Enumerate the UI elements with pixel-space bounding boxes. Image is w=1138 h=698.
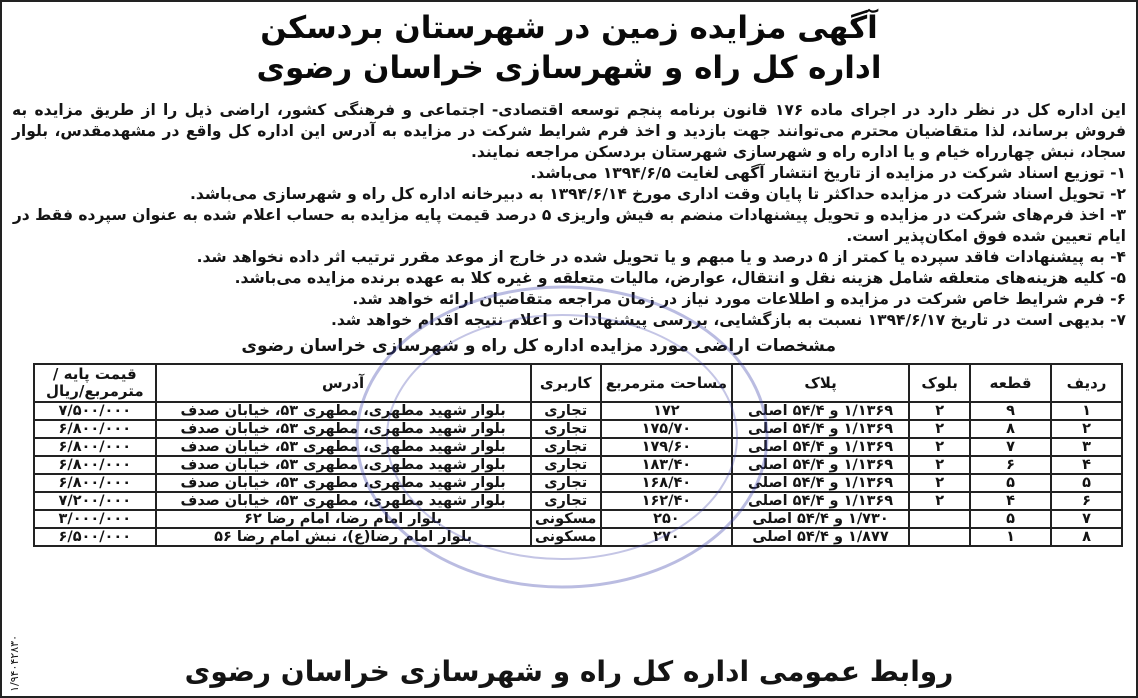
table-row	[34, 492, 1122, 510]
condition-item: ۵- کلیه هزینه‌های متعلقه شامل هزینه نقل و انتقال، عوارض، مالیات متعلقه و غیره کلا به عهده برنده مزایده می‌باشد.	[234, 269, 1126, 287]
condition-item: ۷- بدیهی است در تاریخ ۱۳۹۴/۶/۱۷ نسبت به بازگشایی، بررسی پیشنهادات و اعلام نتیجه اقدام خواهد شد.	[330, 311, 1126, 329]
table-row	[34, 402, 1122, 420]
header-row-number: ردیف	[1051, 364, 1122, 402]
cell-area: ۲۷۰	[601, 528, 732, 546]
cell-plaque: ۱/۱۳۶۹ و ۵۴/۴ اصلی	[732, 420, 909, 438]
cell-usage: تجاری	[531, 420, 601, 438]
cell-area: ۱۷۹/۶۰	[601, 438, 732, 456]
cell-plaque: ۱/۱۳۶۹ و ۵۴/۴ اصلی	[732, 474, 909, 492]
cell-price: ۶/۵۰۰/۰۰۰	[34, 528, 156, 546]
table-row	[34, 474, 1122, 492]
header-plaque: پلاک	[732, 364, 909, 402]
condition-item: ۶- فرم شرایط خاص شرکت در مزایده و اطلاعات مورد نیاز در زمان مراجعه متقاضیان ارائه خواهد شد.	[352, 290, 1126, 308]
cell-plaque: ۱/۱۳۶۹ و ۵۴/۴ اصلی	[732, 492, 909, 510]
cell-block: ۲	[909, 474, 970, 492]
table-row	[34, 420, 1122, 438]
conditions-list	[12, 163, 1126, 331]
cell-address: بلوار شهید مطهری، مطهری ۵۳، خیابان صدف	[156, 402, 531, 420]
cell-row: ۵	[1051, 474, 1122, 492]
cell-parcel: ۹	[970, 402, 1051, 420]
cell-block: ۲	[909, 492, 970, 510]
cell-row: ۳	[1051, 438, 1122, 456]
cell-usage: تجاری	[531, 456, 601, 474]
condition-item: ۴- به پیشنهادات فاقد سپرده یا کمتر از ۵ درصد و یا مبهم و یا تحویل شده در خارج از موعد مقرر ترتیب اثر داده نخواهد شد.	[196, 248, 1126, 266]
cell-price: ۷/۲۰۰/۰۰۰	[34, 492, 156, 510]
table-row	[34, 456, 1122, 474]
cell-area: ۱۸۳/۴۰	[601, 456, 732, 474]
cell-parcel: ۴	[970, 492, 1051, 510]
cell-parcel: ۱	[970, 528, 1051, 546]
condition-item: ۱- توزیع اسناد شرکت در مزایده از تاریخ انتشار آگهی لغایت ۱۳۹۴/۶/۵ می‌باشد.	[530, 164, 1126, 182]
cell-usage: تجاری	[531, 402, 601, 420]
header-address: آدرس	[156, 364, 531, 402]
table-row	[34, 438, 1122, 456]
land-spec-table	[33, 363, 1123, 547]
cell-plaque: ۱/۱۳۶۹ و ۵۴/۴ اصلی	[732, 402, 909, 420]
cell-address: بلوار شهید مطهری، مطهری ۵۳، خیابان صدف	[156, 492, 531, 510]
spec-title: مشخصات اراضی مورد مزایده اداره کل راه و شهرسازی خراسان رضوی	[241, 336, 836, 356]
cell-price: ۶/۸۰۰/۰۰۰	[34, 438, 156, 456]
cell-address: بلوار شهید مطهری، مطهری ۵۳، خیابان صدف	[156, 456, 531, 474]
cell-block: ۲	[909, 456, 970, 474]
cell-row: ۲	[1051, 420, 1122, 438]
cell-price: ۶/۸۰۰/۰۰۰	[34, 456, 156, 474]
cell-plaque: ۱/۱۳۶۹ و ۵۴/۴ اصلی	[732, 456, 909, 474]
cell-plaque: ۱/۷۳۰ و ۵۴/۴ اصلی	[732, 510, 909, 528]
cell-price: ۶/۸۰۰/۰۰۰	[34, 420, 156, 438]
cell-plaque: ۱/۱۳۶۹ و ۵۴/۴ اصلی	[732, 438, 909, 456]
header-parcel: قطعه	[970, 364, 1051, 402]
cell-parcel: ۵	[970, 510, 1051, 528]
cell-area: ۱۶۲/۴۰	[601, 492, 732, 510]
cell-row: ۱	[1051, 402, 1122, 420]
cell-parcel: ۷	[970, 438, 1051, 456]
cell-area: ۱۷۲	[601, 402, 732, 420]
cell-block: ۲	[909, 420, 970, 438]
cell-block: ۲	[909, 402, 970, 420]
cell-price: ۷/۵۰۰/۰۰۰	[34, 402, 156, 420]
cell-usage: مسکونی	[531, 528, 601, 546]
ad-code: ۱/۹۴۰۴۲۸۳۰	[8, 635, 21, 692]
cell-address: بلوار شهید مطهری، مطهری ۵۳، خیابان صدف	[156, 420, 531, 438]
cell-row: ۴	[1051, 456, 1122, 474]
cell-plaque: ۱/۸۷۷ و ۵۴/۴ اصلی	[732, 528, 909, 546]
cell-block	[909, 528, 970, 546]
table-row	[34, 510, 1122, 528]
cell-usage: تجاری	[531, 492, 601, 510]
cell-price: ۳/۰۰۰/۰۰۰	[34, 510, 156, 528]
cell-parcel: ۵	[970, 474, 1051, 492]
cell-usage: تجاری	[531, 474, 601, 492]
cell-address: بلوار امام رضا، امام رضا ۶۲	[156, 510, 531, 528]
footer-public-relations: روابط عمومی اداره کل راه و شهرسازی خراسان رضوی	[184, 655, 954, 688]
header-block: بلوک	[909, 364, 970, 402]
cell-row: ۷	[1051, 510, 1122, 528]
cell-usage: مسکونی	[531, 510, 601, 528]
cell-area: ۱۶۸/۴۰	[601, 474, 732, 492]
title-line-1: آگهی مزایده زمین در شهرستان بردسکن	[260, 10, 878, 46]
header-base-price: قیمت پایه / مترمربع/ریال	[34, 364, 156, 402]
intro-paragraph: این اداره کل در نظر دارد در اجرای ماده ۱۷۶ قانون برنامه پنجم توسعه اقتصادی- اجتماعی و فرهنگی کشور، اراضی ذیل را از طریق مزایده به فروش برساند، لذا متقاضیان محترم می‌توانند جهت بازدید و اخذ فرم شرایط شرکت در مزایده به آدرس این اداره کل واقع در مشهدمقدس، بلوار سجاد، نبش چهارراه خیام و یا اداره راه و شهرسازی شهرستان بردسکن مراجعه نمایند.	[12, 101, 1127, 161]
condition-item: ۳- اخذ فرم‌های شرکت در مزایده و تحویل پیشنهادات منضم به فیش واریزی ۵ درصد قیمت پایه مزایده به حساب اعلام شده به عنوان سپرده فقط در ایام تعیین شده فوق امکان‌پذیر است.	[12, 206, 1126, 245]
cell-address: بلوار شهید مطهری، مطهری ۵۳، خیابان صدف	[156, 438, 531, 456]
cell-parcel: ۶	[970, 456, 1051, 474]
cell-block	[909, 510, 970, 528]
cell-price: ۶/۸۰۰/۰۰۰	[34, 474, 156, 492]
cell-area: ۲۵۰	[601, 510, 732, 528]
title-line-2: اداره کل راه و شهرسازی خراسان رضوی	[256, 50, 882, 86]
cell-parcel: ۸	[970, 420, 1051, 438]
table-row	[34, 528, 1122, 546]
cell-address: بلوار شهید مطهری، مطهری ۵۳، خیابان صدف	[156, 474, 531, 492]
condition-item: ۲- تحویل اسناد شرکت در مزایده حداکثر تا پایان وقت اداری مورخ ۱۳۹۴/۶/۱۴ به دبیرخانه اداره کل راه و شهرسازی می‌باشد.	[190, 185, 1126, 203]
cell-block: ۲	[909, 438, 970, 456]
cell-usage: تجاری	[531, 438, 601, 456]
header-usage: کاربری	[531, 364, 601, 402]
cell-address: بلوار امام رضا(ع)، نبش امام رضا ۵۶	[156, 528, 531, 546]
cell-area: ۱۷۵/۷۰	[601, 420, 732, 438]
header-area: مساحت مترمربع	[601, 364, 732, 402]
cell-row: ۶	[1051, 492, 1122, 510]
cell-row: ۸	[1051, 528, 1122, 546]
table-header-row	[34, 364, 1122, 402]
